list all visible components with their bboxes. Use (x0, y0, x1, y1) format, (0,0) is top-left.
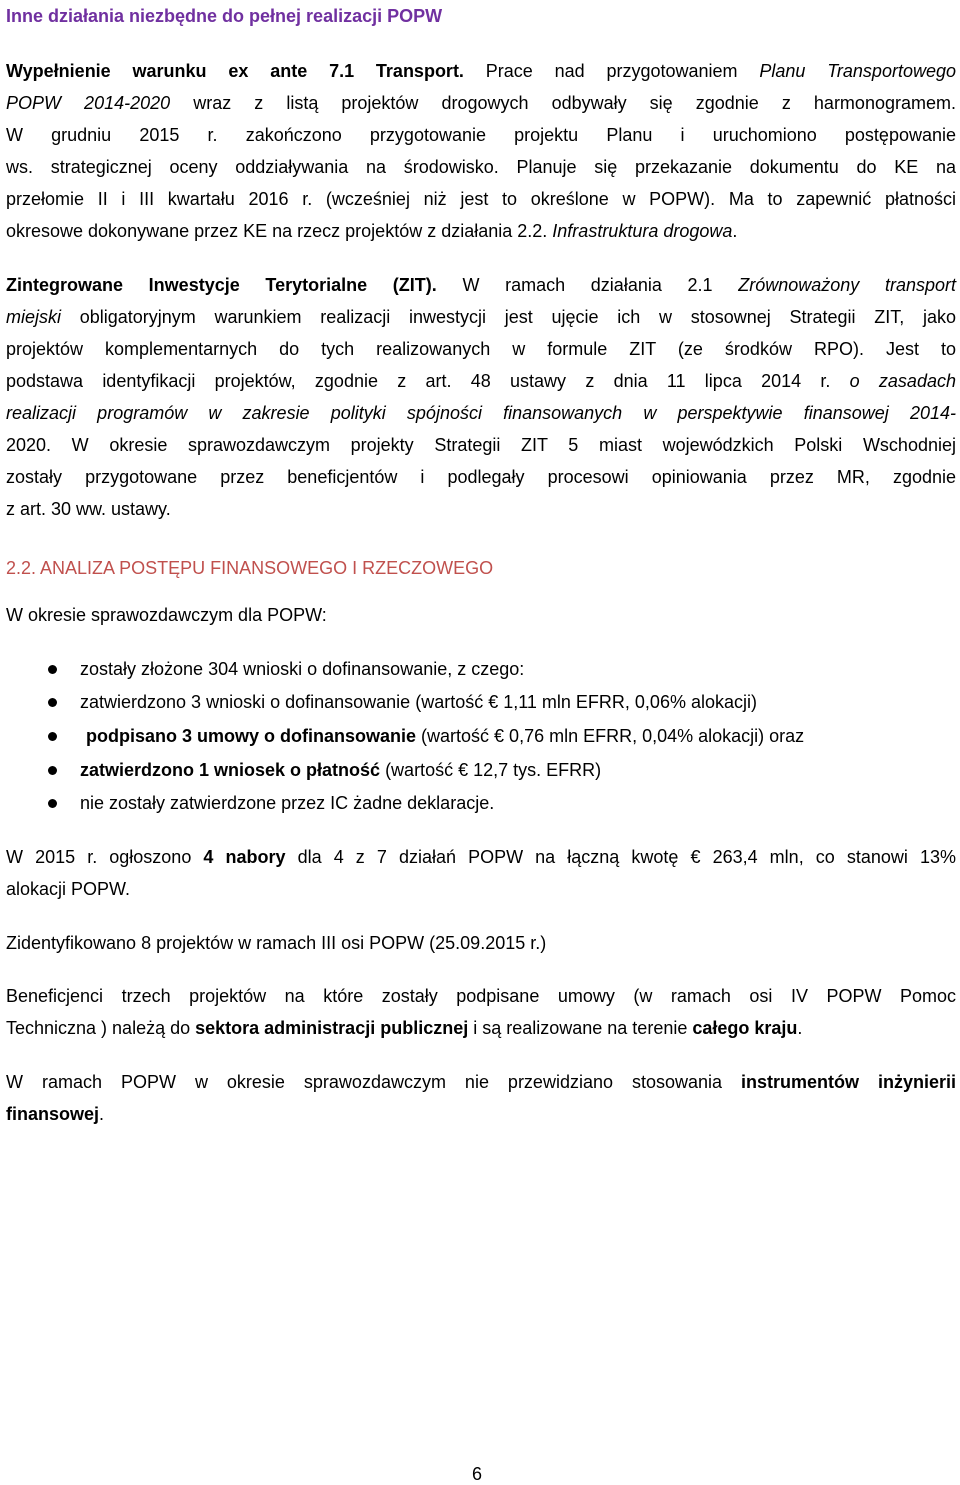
bullet-dot-icon (48, 665, 57, 674)
para2-line2: miejski obligatoryjnym warunkiem realizacji inwestycji jest ujęcie ich w stosownej Strategii ZIT, jako (6, 307, 956, 327)
page-number: 6 (472, 1464, 483, 1484)
bullet-dot-icon (48, 799, 57, 808)
list-item: zostały złożone 304 wnioski o dofinansowanie, z czego: (6, 658, 956, 680)
bullet-dot-icon (48, 766, 57, 775)
para2-line7: zostały przygotowane przez beneficjentów i podlegały procesowi opiniowania przez MR, zgodnie (6, 467, 956, 487)
para1-line3: W grudniu 2015 r. zakończono przygotowanie projektu Planu i uruchomiono postępowanie (6, 125, 956, 145)
para2-line6: 2020. W okresie sprawozdawczym projekty Strategii ZIT 5 miast wojewódzkich Polski Wschodniej (6, 435, 956, 455)
para1-line1: Wypełnienie warunku ex ante 7.1 Transport. Prace nad przygotowaniem Planu Transportowego (6, 61, 956, 81)
para6-line2: finansowej. (6, 1104, 105, 1124)
bullet-dot-icon (48, 698, 57, 707)
para2-line3: projektów komplementarnych do tych realizowanych w formule ZIT (ze środków RPO). Jest to (6, 339, 956, 359)
para3-line2: alokacji POPW. (6, 879, 131, 899)
para2-line8: z art. 30 ww. ustawy. (6, 499, 171, 519)
para1-line2: POPW 2014-2020 wraz z listą projektów drogowych odbywały się zgodnie z harmonogramem. (6, 93, 956, 113)
para1-line4: ws. strategicznej oceny oddziaływania na środowisko. Planuje się przekazanie dokumentu do KE na (6, 157, 956, 177)
para5-line2: Techniczna ) należą do sektora administracji publicznej i są realizowane na terenie całego kraju. (6, 1018, 803, 1038)
para2-line1: Zintegrowane Inwestycje Terytorialne (ZIT). W ramach działania 2.1 Zrównoważony transport (6, 275, 956, 295)
list-item: zatwierdzono 3 wnioski o dofinansowanie (wartość € 1,11 mln EFRR, 0,06% alokacji) (6, 691, 956, 713)
list-item: nie zostały zatwierdzone przez IC żadne deklaracje. (6, 792, 956, 814)
para1-line6: okresowe dokonywane przez KE na rzecz projektów z działania 2.2. Infrastruktura drogowa. (6, 221, 738, 241)
section-heading: Inne działania niezbędne do pełnej realizacji POPW (6, 6, 443, 26)
list-item: zatwierdzono 1 wniosek o płatność (wartość € 12,7 tys. EFRR) (6, 759, 956, 781)
para3-line1: W 2015 r. ogłoszono 4 nabory dla 4 z 7 działań POPW na łączną kwotę € 263,4 mln, co stanowi 13% (6, 847, 956, 867)
para1-line5: przełomie II i III kwartału 2016 r. (wcześniej niż jest to określone w POPW). Ma to zapewnić płatności (6, 189, 956, 209)
para6-line1: W ramach POPW w okresie sprawozdawczym nie przewidziano stosowania instrumentów inżynierii (6, 1072, 956, 1092)
list-item: podpisano 3 umowy o dofinansowanie (wartość € 0,76 mln EFRR, 0,04% alokacji) oraz (6, 725, 956, 747)
para2-line5: realizacji programów w zakresie polityki spójności finansowanych w perspektywie finansowej 2014- (6, 403, 956, 423)
para5-line1: Beneficjenci trzech projektów na które zostały podpisane umowy (w ramach osi IV POPW Pomoc (6, 986, 956, 1006)
para2-line4: podstawa identyfikacji projektów, zgodnie z art. 48 ustawy z dnia 11 lipca 2014 r. o zasadach (6, 371, 956, 391)
section2-heading: 2.2. ANALIZA POSTĘPU FINANSOWEGO I RZECZOWEGO (6, 558, 494, 578)
bullet-dot-icon (48, 732, 57, 741)
document-page: Inne działania niezbędne do pełnej realizacji POPW Wypełnienie warunku ex ante 7.1 Transport. Prace nad przygotowaniem Planu Transportowego POPW 2014-2020 wraz z listą projektów drogowych odbywały się zgodnie z harmonogramem. W grudniu 2015 r. zakończono przygotowanie projektu Planu i uruchomiono postępowanie ws. strategicznej oceny oddziaływania na środowisko. Planuje się przekazanie dokumentu do KE na przełomie II i III kwartału 2016 r. (wcześniej niż jest to określone w POPW). Ma to zapewnić płatności okresowe dokonywane przez KE na rzecz projektów z działania 2.2. Infrastruktura drogowa. Zintegrowane Inwestycje Terytorialne (ZIT). W ramach działania 2.1 Zrównoważony transport miejski obligatoryjnym warunkiem realizacji inwestycji jest ujęcie ich w stosownej Strategii ZIT, jako projektów komplementarnych do tych realizowanych w formule ZIT (ze środków RPO). Jest to podstawa identyfikacji projektów, zgodnie z art. 48 ustawy z dnia 11 lipca 2014 r. o zasadach realizacji programów w zakresie polityki spójności finansowanych w perspektywie finansowej 2014- 2020. W okresie sprawozdawczym projekty Strategii ZIT 5 miast wojewódzkich Polski Wschodniej zostały przygotowane przez beneficjentów i podlegały procesowi opiniowania przez MR, zgodnie z art. 30 ww. ustawy. 2.2. ANALIZA POSTĘPU FINANSOWEGO I RZECZOWEGO W okresie sprawozdawczym dla POPW: zostały złożone 304 wnioski o dofinansowanie, z czego: zatwierdzono 3 wnioski o dofinansowanie (wartość € 1,11 mln EFRR, 0,06% alokacji) podpisano 3 umowy o dofinansowanie (wartość € 0,76 mln EFRR, 0,04% alokacji) oraz zatwierdzono 1 wniosek o płatność (wartość € 12,7 tys. EFRR) nie zostały zatwierdzone przez IC żadne deklaracje. W 2015 r. ogłoszono 4 nabory dla 4 z 7 działań POPW na łączną kwotę € 263,4 mln, co stanowi 13% alokacji POPW. Zidentyfikowano 8 projektów w ramach III osi POPW (25.09.2015 r.) Beneficjenci trzech projektów na które zostały podpisane umowy (w ramach osi IV POPW Pomoc Techniczna ) należą do sektora administracji publicznej i są realizowane na terenie całego kraju. W ramach POPW w okresie sprawozdawczym nie przewidziano stosowania instrumentów inżynierii finansowej. 6 (6, 6, 956, 1484)
